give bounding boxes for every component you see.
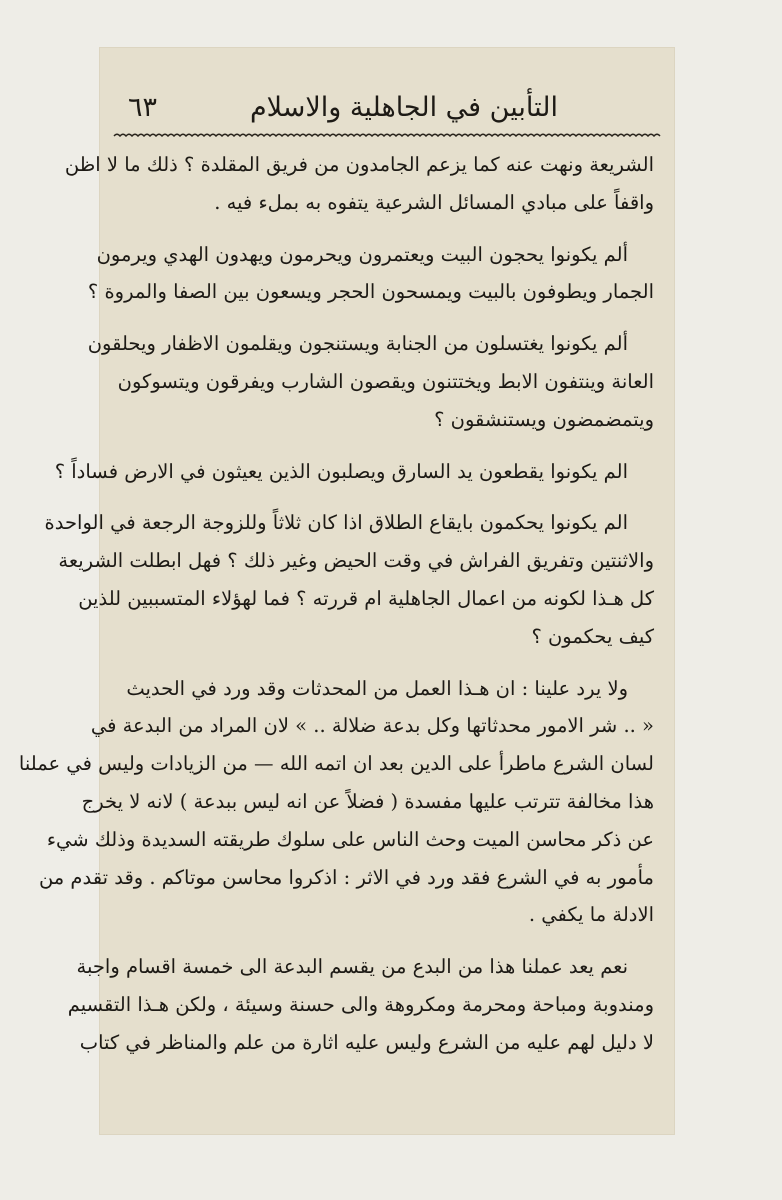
page-body-text <box>18 146 654 1120</box>
text-line: ولا يرد علينا : ان هـذا العمل من المحدثات وقد ورد في الحديث <box>126 676 628 700</box>
text-line: ويتمضمضون ويستنشقون ؟ <box>434 407 654 431</box>
paragraph-gap <box>120 656 654 670</box>
paragraph-gap <box>120 439 654 453</box>
paragraph <box>87 236 654 312</box>
wavy-line-ornament <box>114 132 660 140</box>
text-line: مأمور به في الشرع فقد ورد في الاثر : اذكروا محاسن موتاكم . وقد تقدم من <box>38 865 654 889</box>
text-line: الادلة ما يكفي . <box>528 903 654 927</box>
paragraph <box>54 453 654 491</box>
paragraph <box>64 146 654 222</box>
text-line: عن ذكر محاسن الميت وحث الناس على سلوك طريقته السديدة وذلك شيء <box>46 827 654 851</box>
text-line: العانة وينتفون الابط ويختتنون ويقصون الشارب ويفرقون ويتسوكون <box>117 369 654 393</box>
paragraph <box>87 325 654 438</box>
text-line: واقفاً على مبادي المسائل الشرعية يتفوه به بملء فيه . <box>214 190 654 214</box>
text-line: « .. شر الامور محدثاتها وكل بدعة ضلالة .. » لان المراد من البدعة في <box>90 714 654 738</box>
text-line: نعم يعد عملنا هذا من البدع من يقسم البدعة الى خمسة اقسام واجبة <box>76 955 628 979</box>
paragraph-gap <box>120 934 654 948</box>
text-line: والاثنتين وتفريق الفراش في وقت الحيض وغير ذلك ؟ فهل ابطلت الشريعة <box>58 549 654 573</box>
text-line: كل هـذا لكونه من اعمال الجاهلية ام قررته ؟ فما لهؤلاء المتسببين للذين <box>78 586 654 610</box>
paragraph <box>44 504 654 655</box>
text-line: هذا مخالفة تترتب عليها مفسدة ( فضلاً عن انه ليس ببدعة ) لانه لا يخرج <box>81 789 654 813</box>
text-line: الم يكونوا يقطعون يد السارق ويصلبون الذين يعيثون في الارض فساداً ؟ <box>54 459 628 483</box>
text-line: الم يكونوا يحكمون بايقاع الطلاق اذا كان ثلاثاً وللزوجة الرجعة في الواحدة <box>44 511 628 535</box>
running-title: التأبين في الجاهلية والاسلام <box>249 92 558 123</box>
paragraph-gap <box>120 311 654 325</box>
text-line: لا دليل لهم عليه من الشرع وليس عليه اثارة من علم والمناظر في كتاب <box>79 1030 654 1054</box>
text-line: كيف يحكمون ؟ <box>531 624 654 648</box>
text-line: ألم يكونوا يغتسلون من الجنابة ويستنجون ويقلمون الاظفار ويحلقون <box>87 332 628 356</box>
text-line: ألم يكونوا يحجون البيت ويعتمرون ويحرمون ويهدون الهدي ويرمون <box>96 242 628 266</box>
paragraph-gap <box>120 490 654 504</box>
book-page <box>18 48 674 1134</box>
text-line: ومندوبة ومباحة ومحرمة ومكروهة والى حسنة وسيئة ، ولكن هـذا التقسيم <box>67 992 654 1016</box>
text-line: الجمار ويطوفون بالبيت ويمسحون الحجر ويسعون بين الصفا والمروة ؟ <box>87 280 654 304</box>
page-number: ٦٣ <box>128 92 158 123</box>
paragraph <box>67 948 654 1061</box>
page-header <box>116 90 658 130</box>
text-line: لسان الشرع ماطرأ على الدين بعد ان اتمه الله — من الزيادات وليس في عملنا <box>18 752 654 776</box>
text-line: الشريعة ونهت عنه كما يزعم الجامدون من فريق المقلدة ؟ ذلك ما لا اظن <box>64 153 654 176</box>
paragraph <box>18 670 654 935</box>
paragraph-gap <box>120 222 654 236</box>
header-wavy-rule <box>114 132 660 140</box>
